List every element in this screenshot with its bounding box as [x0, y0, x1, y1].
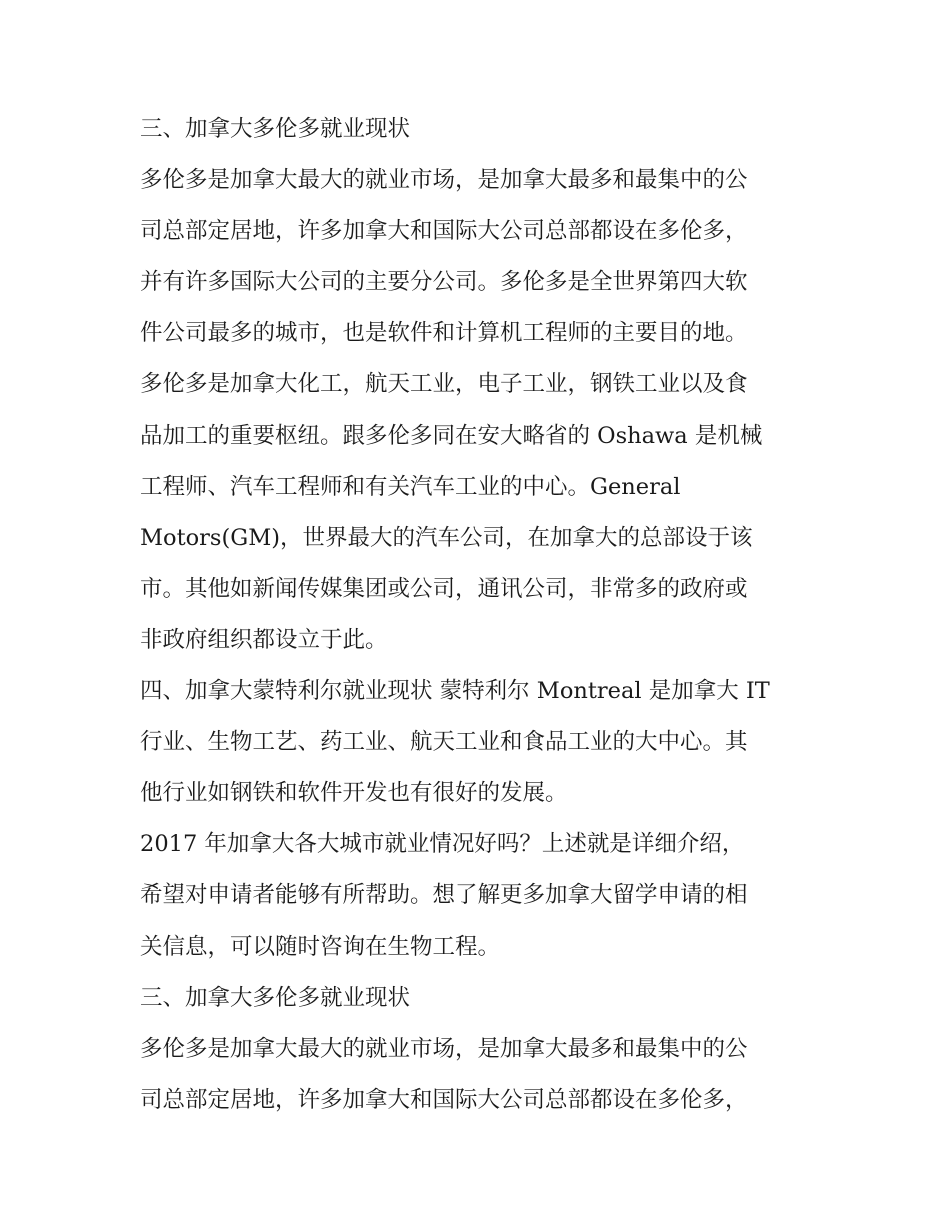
text-line: 多伦多是加拿大化工，航天工业，电子工业，钢铁工业以及食: [140, 371, 748, 398]
text-line: 司总部定居地，许多加拿大和国际大公司总部都设在多伦多，: [140, 1086, 748, 1113]
text-line: 市。其他如新闻传媒集团或公司，通讯公司，非常多的政府或: [140, 575, 748, 602]
document-body: [140, 104, 820, 1126]
text-line: 司总部定居地，许多加拿大和国际大公司总部都设在多伦多，: [140, 218, 748, 245]
text-line: 关信息，可以随时咨询在生物工程。: [140, 933, 501, 960]
text-line: 品加工的重要枢纽。跟多伦多同在安大略省的 Oshawa 是机械: [140, 422, 763, 449]
text-line: 多伦多是加拿大最大的就业市场，是加拿大最多和最集中的公: [140, 1035, 748, 1062]
section-heading-toronto-repeat: 三、加拿大多伦多就业现状: [140, 984, 411, 1011]
text-line: 工程师、汽车工程师和有关汽车工业的中心。General: [140, 473, 681, 500]
text-line: 件公司最多的城市，也是软件和计算机工程师的主要目的地。: [140, 320, 748, 347]
section-heading-toronto: 三、加拿大多伦多就业现状: [140, 116, 411, 142]
text-line: 多伦多是加拿大最大的就业市场，是加拿大最多和最集中的公: [140, 167, 748, 194]
text-line: 希望对申请者能够有所帮助。想了解更多加拿大留学申请的相: [140, 882, 748, 909]
text-line: 他行业如钢铁和软件开发也有很好的发展。: [140, 780, 568, 807]
text-line: Motors(GM)，世界最大的汽车公司，在加拿大的总部设于该: [140, 524, 753, 551]
text-line: 并有许多国际大公司的主要分公司。多伦多是全世界第四大软: [140, 269, 748, 296]
text-line: 非政府组织都设立于此。: [140, 626, 388, 653]
text-line: 2017 年加拿大各大城市就业情况好吗？上述就是详细介绍，: [140, 831, 745, 858]
section-heading-montreal: 四、加拿大蒙特利尔就业现状 蒙特利尔 Montreal 是加拿大 IT: [140, 678, 770, 705]
text-line: 行业、生物工艺、药工业、航天工业和食品工业的大中心。其: [140, 729, 748, 756]
